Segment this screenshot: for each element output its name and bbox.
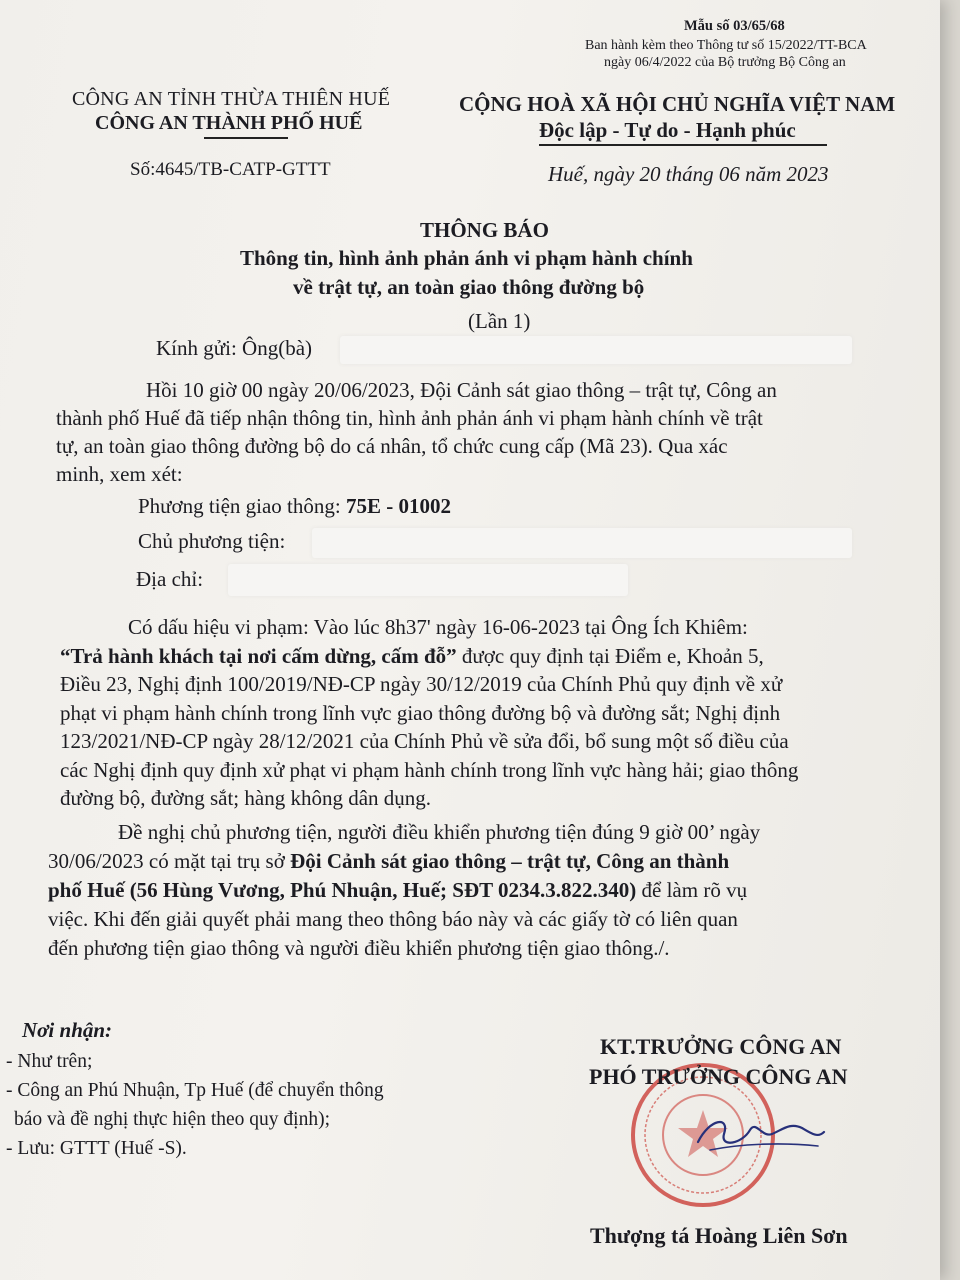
- intro-paragraph: Hồi 10 giờ 00 ngày 20/06/2023, Đội Cảnh sát giao thông – trật tự, Công an thành phố Huế đã tiếp nhận thông tin, hình ảnh phản ánh vi phạm hành chính về trật tự, an toàn giao thông đường bộ do cá nhân, tổ chức cung cấp (Mã 23). Qua xác minh, xem xét:: [56, 378, 777, 486]
- nation-title: CỘNG HOÀ XÃ HỘI CHỦ NGHĨA VIỆT NAM: [459, 92, 896, 116]
- recipients-list: [6, 1047, 384, 1163]
- recipients-title: Nơi nhận:: [22, 1018, 113, 1042]
- form-issued-line2: ngày 06/4/2022 của Bộ trưởng Bộ Công an: [604, 55, 846, 70]
- violation-act: “Trả hành khách tại nơi cấm dừng, cấm đỗ”: [60, 643, 457, 668]
- form-issued-line1: Ban hành kèm theo Thông tư số 15/2022/TT-BCA: [585, 38, 867, 53]
- notice-round: (Lần 1): [468, 309, 531, 333]
- vehicle-row: [138, 494, 451, 519]
- list-item: - Công an Phú Nhuận, Tp Huế (để chuyển thông: [6, 1080, 384, 1101]
- handwritten-signature-icon: [690, 1108, 830, 1158]
- recipient-label: Kính gửi: Ông(bà): [156, 336, 313, 360]
- agency-line2: CÔNG AN THÀNH PHỐ HUẾ: [95, 112, 363, 134]
- vehicle-plate: 75E - 01002: [345, 494, 451, 518]
- list-item: - Lưu: GTTT (Huế -S).: [6, 1138, 187, 1159]
- signature-line1: KT.TRƯỞNG CÔNG AN: [600, 1034, 842, 1059]
- notice-subtitle-1: Thông tin, hình ảnh phản ánh vi phạm hành chính: [240, 246, 693, 270]
- signer-name: Thượng tá Hoàng Liên Sơn: [590, 1223, 848, 1248]
- agency-line1: CÔNG AN TỈNH THỪA THIÊN HUẾ: [72, 88, 391, 110]
- redacted-address: [228, 564, 628, 596]
- violation-paragraph: Có dấu hiệu vi phạm: Vào lúc 8h37' ngày 16-06-2023 tại Ông Ích Khiêm: “Trả hành khách tại nơi cấm dừng, cấm đỗ” được quy định tại Điểm e, Khoản 5, Điều 23, Nghị định 100/2019/NĐ-CP ngày 30/12/2019 của Chính Phủ quy định về xử phạt vi phạm hành chính trong lĩnh vực giao thông đường bộ và đường sắt; Nghị định 123/2021/NĐ-CP ngày 28/12/2021 của Chính Phủ về sửa đổi, bổ sung một số điều của các Nghị định quy định xử phạt vi phạm hành chính trong lĩnh vực hàng hải; giao thông đường bộ, đường sắt; hàng không dân dụng.: [60, 615, 799, 810]
- request-unit: Đội Cảnh sát giao thông – trật tự, Công an thành: [290, 849, 730, 873]
- notice-subtitle-2: về trật tự, an toàn giao thông đường bộ: [293, 275, 645, 299]
- address-label: Địa chỉ:: [136, 567, 204, 591]
- request-address: phố Huế (56 Hùng Vương, Phú Nhuận, Huế; SĐT 0234.3.822.340): [48, 878, 637, 902]
- redacted-recipient-name: [340, 336, 852, 364]
- list-item: - Như trên;: [6, 1051, 93, 1072]
- vehicle-label: Phương tiện giao thông:: [138, 494, 341, 518]
- document-date: Huế, ngày 20 tháng 06 năm 2023: [548, 162, 829, 186]
- redacted-owner: [312, 528, 852, 558]
- request-paragraph: Đề nghị chủ phương tiện, người điều khiển phương tiện đúng 9 giờ 00’ ngày 30/06/2023 có mặt tại trụ sở Đội Cảnh sát giao thông – trật tự, Công an thành phố Huế (56 Hùng Vương, Phú Nhuận, Huế; SĐT 0234.3.822.340) để làm rõ vụ việc. Khi đến giải quyết phải mang theo thông báo này và các giấy tờ có liên quan đến phương tiện giao thông và người điều khiển phương tiện giao thông./.: [48, 820, 761, 960]
- motto-underline: [539, 144, 827, 146]
- nation-motto: Độc lập - Tự do - Hạnh phúc: [539, 118, 796, 142]
- form-code: Mẫu số 03/65/68: [684, 18, 785, 34]
- document-number: Số:4645/TB-CATP-GTTT: [130, 159, 331, 180]
- agency-underline: [204, 137, 288, 139]
- notice-title: THÔNG BÁO: [420, 218, 549, 242]
- list-item: báo và đề nghị thực hiện theo quy định);: [14, 1109, 330, 1130]
- owner-label: Chủ phương tiện:: [138, 529, 286, 553]
- signature-line2: PHÓ TRƯỞNG CÔNG AN: [589, 1064, 848, 1089]
